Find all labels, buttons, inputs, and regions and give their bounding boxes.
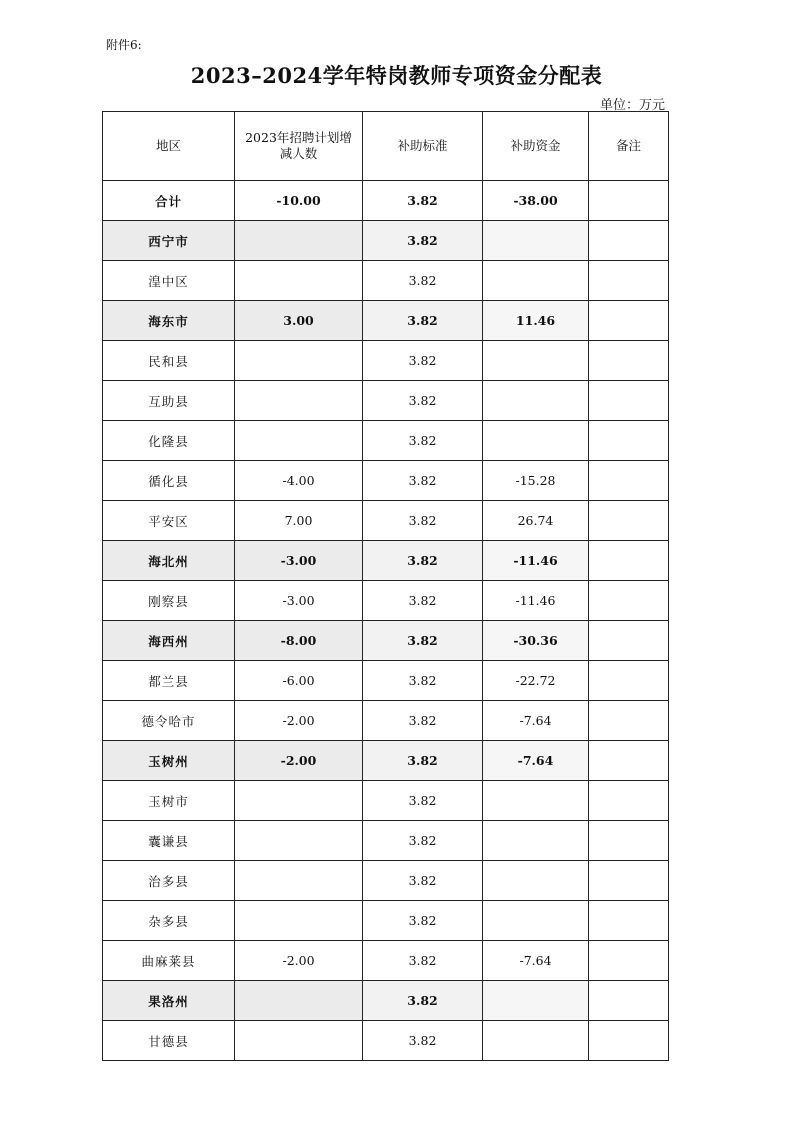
table-row [103,301,669,341]
cell-region: 西宁市 [103,221,235,261]
cell-standard: 3.82 [363,541,483,581]
header-change: 2023年招聘计划增减人数 [235,112,363,181]
cell-note [589,181,669,221]
cell-note [589,701,669,741]
cell-change: -10.00 [235,181,363,221]
cell-note [589,501,669,541]
cell-change: -2.00 [235,741,363,781]
cell-funds [483,221,589,261]
table-body [103,181,669,1061]
header-funds: 补助资金 [483,112,589,181]
cell-region: 合计 [103,181,235,221]
cell-note [589,981,669,1021]
cell-note [589,421,669,461]
cell-funds: -7.64 [483,701,589,741]
cell-region: 甘德县 [103,1021,235,1061]
cell-funds [483,261,589,301]
cell-region: 治多县 [103,861,235,901]
cell-note [589,781,669,821]
cell-standard: 3.82 [363,301,483,341]
cell-change: -6.00 [235,661,363,701]
allocation-table [102,111,669,1061]
table-row [103,941,669,981]
cell-note [589,941,669,981]
table-row [103,421,669,461]
table-row [103,341,669,381]
cell-funds [483,1021,589,1061]
cell-standard: 3.82 [363,981,483,1021]
cell-note [589,341,669,381]
header-note: 备注 [589,112,669,181]
cell-note [589,861,669,901]
cell-region: 海北州 [103,541,235,581]
table-row [103,621,669,661]
table-row [103,181,669,221]
cell-standard: 3.82 [363,221,483,261]
cell-region: 湟中区 [103,261,235,301]
cell-funds: -22.72 [483,661,589,701]
cell-note [589,381,669,421]
table-row [103,541,669,581]
attachment-label: 附件6: [106,38,142,52]
table-header-row [103,112,669,181]
cell-standard: 3.82 [363,461,483,501]
cell-region: 曲麻莱县 [103,941,235,981]
cell-funds: -15.28 [483,461,589,501]
cell-standard: 3.82 [363,1021,483,1061]
cell-standard: 3.82 [363,381,483,421]
cell-region: 互助县 [103,381,235,421]
cell-change: -2.00 [235,701,363,741]
cell-funds [483,821,589,861]
cell-funds: -7.64 [483,941,589,981]
cell-standard: 3.82 [363,621,483,661]
cell-region: 海东市 [103,301,235,341]
cell-note [589,1021,669,1061]
cell-region: 玉树州 [103,741,235,781]
table-row [103,981,669,1021]
cell-change [235,981,363,1021]
cell-note [589,261,669,301]
cell-funds [483,381,589,421]
cell-change [235,221,363,261]
cell-change: -3.00 [235,581,363,621]
cell-region: 果洛州 [103,981,235,1021]
cell-change: -8.00 [235,621,363,661]
cell-region: 海西州 [103,621,235,661]
cell-standard: 3.82 [363,701,483,741]
cell-note [589,661,669,701]
cell-funds: -11.46 [483,541,589,581]
cell-change [235,901,363,941]
cell-note [589,461,669,501]
cell-change: -4.00 [235,461,363,501]
cell-funds: -38.00 [483,181,589,221]
cell-standard: 3.82 [363,341,483,381]
cell-standard: 3.82 [363,261,483,301]
table-row [103,461,669,501]
cell-change [235,861,363,901]
table-row [103,261,669,301]
header-standard: 补助标准 [363,112,483,181]
cell-funds [483,861,589,901]
cell-standard: 3.82 [363,781,483,821]
table-row [103,821,669,861]
document-title: 2023–2024学年特岗教师专项资金分配表 [190,63,603,88]
cell-change [235,421,363,461]
cell-note [589,901,669,941]
cell-standard: 3.82 [363,661,483,701]
cell-standard: 3.82 [363,941,483,981]
cell-standard: 3.82 [363,901,483,941]
cell-note [589,821,669,861]
cell-funds: -7.64 [483,741,589,781]
cell-change: 3.00 [235,301,363,341]
cell-funds [483,421,589,461]
cell-change [235,261,363,301]
cell-change: -3.00 [235,541,363,581]
cell-funds: -11.46 [483,581,589,621]
cell-region: 囊谦县 [103,821,235,861]
cell-region: 德令哈市 [103,701,235,741]
cell-funds [483,981,589,1021]
cell-region: 都兰县 [103,661,235,701]
cell-region: 玉树市 [103,781,235,821]
cell-standard: 3.82 [363,741,483,781]
cell-region: 杂多县 [103,901,235,941]
cell-standard: 3.82 [363,581,483,621]
cell-note [589,621,669,661]
table-row [103,741,669,781]
cell-change [235,381,363,421]
cell-change [235,341,363,381]
cell-change [235,1021,363,1061]
table-row [103,581,669,621]
cell-funds: 26.74 [483,501,589,541]
cell-funds: 11.46 [483,301,589,341]
cell-region: 平安区 [103,501,235,541]
table-row [103,221,669,261]
cell-note [589,301,669,341]
cell-funds: -30.36 [483,621,589,661]
cell-region: 刚察县 [103,581,235,621]
cell-region: 民和县 [103,341,235,381]
cell-note [589,741,669,781]
table-row [103,701,669,741]
cell-change [235,821,363,861]
cell-region: 循化县 [103,461,235,501]
cell-note [589,541,669,581]
cell-standard: 3.82 [363,861,483,901]
cell-region: 化隆县 [103,421,235,461]
cell-note [589,581,669,621]
table-row [103,861,669,901]
table-row [103,901,669,941]
table-row [103,381,669,421]
header-region: 地区 [103,112,235,181]
table-row [103,781,669,821]
unit-label: 单位：万元 [599,98,665,113]
cell-standard: 3.82 [363,501,483,541]
cell-change: -2.00 [235,941,363,981]
cell-note [589,221,669,261]
cell-change [235,781,363,821]
cell-funds [483,781,589,821]
cell-standard: 3.82 [363,421,483,461]
table-row [103,1021,669,1061]
table-row [103,501,669,541]
cell-standard: 3.82 [363,821,483,861]
cell-funds [483,901,589,941]
cell-change: 7.00 [235,501,363,541]
cell-standard: 3.82 [363,181,483,221]
cell-funds [483,341,589,381]
table-row [103,661,669,701]
